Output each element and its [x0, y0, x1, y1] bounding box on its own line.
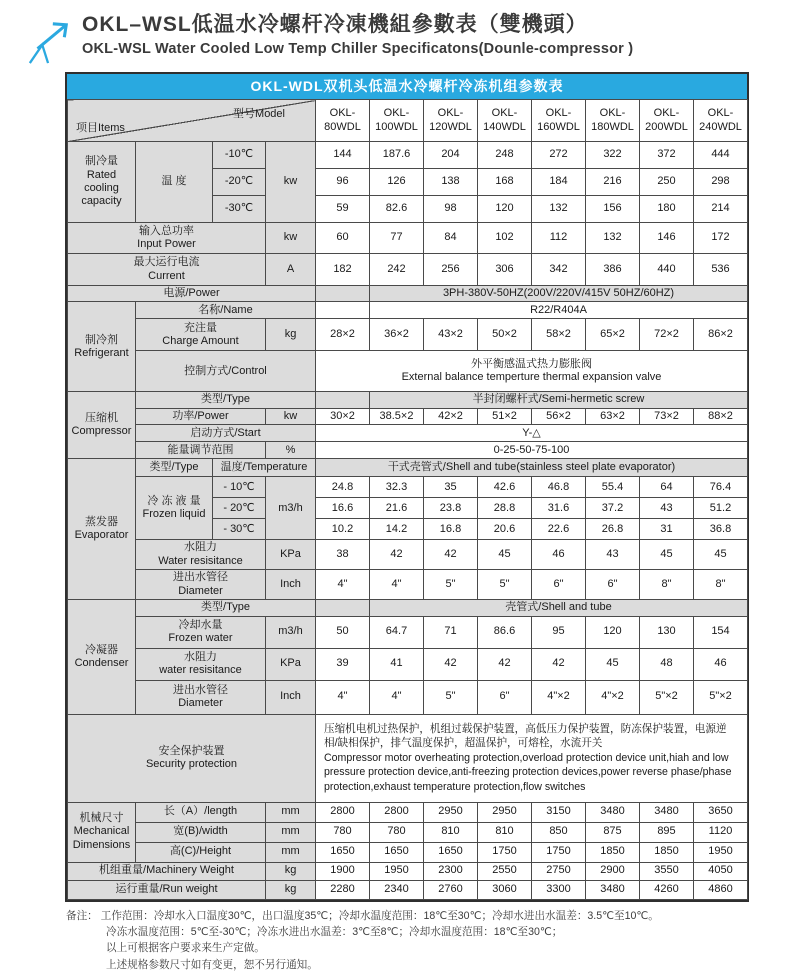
value-cell: 64: [640, 477, 694, 498]
value-cell: 3060: [478, 880, 532, 899]
value-cell: 45: [694, 540, 748, 570]
value-cell: 45: [586, 648, 640, 680]
label-cell: 3PH-380V-50HZ(200V/220V/415V 50HZ/60HZ): [370, 286, 748, 302]
value-cell: 2750: [532, 862, 586, 880]
label-cell: 长（A）/length: [136, 802, 266, 822]
label-cell: 能量调节范围: [136, 442, 266, 459]
label-cell: [316, 392, 370, 408]
label-cell: kg: [266, 880, 316, 899]
label-cell: 水阻力 water resisitance: [136, 648, 266, 680]
value-cell: 536: [694, 254, 748, 286]
label-cell: 冷却水量 Frozen water: [136, 616, 266, 648]
label-cell: [316, 600, 370, 616]
value-cell: 2340: [370, 880, 424, 899]
value-cell: 24.8: [316, 477, 370, 498]
value-cell: 4"×2: [532, 680, 586, 714]
row-group-label: 电源/Power: [68, 286, 316, 302]
value-cell: 2900: [586, 862, 640, 880]
value-cell: 4260: [640, 880, 694, 899]
value-cell: 8": [640, 570, 694, 600]
row-group-label: 制冷量 Rated cooling capacity: [68, 142, 136, 223]
value-cell: 外平衡感温式热力膨胀阀 External balance temperture thermal expansion valve: [316, 351, 748, 392]
value-cell: 154: [694, 616, 748, 648]
value-cell: 95: [532, 616, 586, 648]
value-cell: 1850: [640, 842, 694, 862]
value-cell: 63×2: [586, 408, 640, 424]
value-cell: 22.6: [532, 519, 586, 540]
value-cell: 压缩机电机过热保护，机组过载保护装置，高低压力保护装置，防冻保护装置，电源逆相/缺相保护，排气温度保护，超温保护，可熔栓，水流开关 Compressor motor overheating protection,overload protection device unit,hiah and low pressure protection device,anti-freezing protection devices,power reverse phase/phase protection,exhaust temperature protection,flow switches: [316, 714, 748, 802]
value-cell: 28×2: [316, 319, 370, 351]
value-cell: 41: [370, 648, 424, 680]
value-cell: [316, 302, 370, 319]
value-cell: 72×2: [640, 319, 694, 351]
table-title-banner: OKL-WDL双机头低温水冷螺杆冷冻机组参数表: [67, 74, 747, 99]
value-cell: 28.8: [478, 498, 532, 519]
value-cell: 10.2: [316, 519, 370, 540]
value-cell: 6": [532, 570, 586, 600]
corner-model-label: 型号Model: [233, 108, 285, 120]
value-cell: 73×2: [640, 408, 694, 424]
value-cell: 36.8: [694, 519, 748, 540]
value-cell: 5": [424, 570, 478, 600]
value-cell: 250: [640, 169, 694, 196]
value-cell: 322: [586, 142, 640, 169]
label-cell: 类型/Type: [136, 459, 213, 477]
value-cell: 50: [316, 616, 370, 648]
value-cell: 45: [640, 540, 694, 570]
value-cell: 120: [478, 196, 532, 223]
value-cell: 45: [478, 540, 532, 570]
value-cell: 31: [640, 519, 694, 540]
value-cell: 440: [640, 254, 694, 286]
corner-cell: [68, 100, 316, 142]
label-cell: 冷 冻 液 量 Frozen liquid: [136, 477, 213, 540]
label-cell: kw: [266, 223, 316, 254]
label-cell: kw: [266, 142, 316, 223]
model-header: OKL- 240WDL: [694, 100, 748, 142]
label-cell: -10℃: [213, 142, 266, 169]
value-cell: 4": [316, 680, 370, 714]
spec-table-body: [68, 100, 748, 900]
value-cell: 4": [370, 680, 424, 714]
value-cell: 86.6: [478, 616, 532, 648]
label-cell: 干式壳管式/Shell and tube(stainless steel plate evaporator): [316, 459, 748, 477]
label-cell: mm: [266, 822, 316, 842]
title-block: [82, 12, 633, 57]
value-cell: 102: [478, 223, 532, 254]
value-cell: 2550: [478, 862, 532, 880]
value-cell: 126: [370, 169, 424, 196]
value-cell: 37.2: [586, 498, 640, 519]
row-group-label: 运行重量/Run weight: [68, 880, 266, 899]
footnote-line: 备注： 工作范围：冷却水入口温度30℃，出口温度35℃；冷却水温度范围：18℃至30℃；冷却水进出水温差：3.5℃至10℃。: [66, 909, 659, 922]
value-cell: 850: [532, 822, 586, 842]
value-cell: 3650: [694, 802, 748, 822]
label-cell: 温度/Temperature: [213, 459, 316, 477]
title-chinese: OKL–WSL低温水冷螺杆冷凍機組參數表（雙機頭）: [82, 13, 588, 36]
label-cell: 水阻力 Water resisitance: [136, 540, 266, 570]
value-cell: 216: [586, 169, 640, 196]
value-cell: 16.6: [316, 498, 370, 519]
value-cell: 43: [586, 540, 640, 570]
row-group-label: 输入总功率 Input Power: [68, 223, 266, 254]
spec-table: [67, 99, 748, 900]
value-cell: 14.2: [370, 519, 424, 540]
label-cell: 控制方式/Control: [136, 351, 316, 392]
value-cell: 42.6: [478, 477, 532, 498]
label-cell: KPa: [266, 540, 316, 570]
model-header: OKL- 100WDL: [370, 100, 424, 142]
label-cell: 半封闭螺杆式/Semi-hermetic screw: [370, 392, 748, 408]
value-cell: 875: [586, 822, 640, 842]
value-cell: 5"×2: [694, 680, 748, 714]
spec-table-container: [65, 72, 749, 902]
value-cell: 82.6: [370, 196, 424, 223]
page: [0, 12, 790, 971]
value-cell: 132: [586, 223, 640, 254]
value-cell: 35: [424, 477, 478, 498]
value-cell: 98: [424, 196, 478, 223]
label-cell: 温 度: [136, 142, 213, 223]
label-cell: m3/h: [266, 477, 316, 540]
value-cell: 895: [640, 822, 694, 842]
value-cell: 1650: [316, 842, 370, 862]
value-cell: 5": [478, 570, 532, 600]
label-cell: KPa: [266, 648, 316, 680]
label-cell: [316, 286, 370, 302]
value-cell: 132: [532, 196, 586, 223]
label-cell: A: [266, 254, 316, 286]
value-cell: 0-25-50-75-100: [316, 442, 748, 459]
row-group-label: 最大运行电流 Current: [68, 254, 266, 286]
value-cell: 6": [478, 680, 532, 714]
label-cell: - 30℃: [213, 519, 266, 540]
model-header: OKL- 160WDL: [532, 100, 586, 142]
label-cell: mm: [266, 802, 316, 822]
footnote-line: 以上可根据客户要求来生产定做。: [106, 942, 265, 955]
value-cell: 1950: [370, 862, 424, 880]
value-cell: 2300: [424, 862, 478, 880]
value-cell: 88×2: [694, 408, 748, 424]
label-cell: m3/h: [266, 616, 316, 648]
value-cell: 86×2: [694, 319, 748, 351]
row-group-label: 压缩机 Compressor: [68, 392, 136, 459]
value-cell: 8": [694, 570, 748, 600]
value-cell: 39: [316, 648, 370, 680]
row-group-label: 制冷剂 Refrigerant: [68, 302, 136, 392]
label-cell: 高(C)/Height: [136, 842, 266, 862]
label-cell: Inch: [266, 570, 316, 600]
value-cell: Y-△: [316, 425, 748, 442]
label-cell: 类型/Type: [136, 600, 316, 616]
value-cell: 2760: [424, 880, 478, 899]
value-cell: 31.6: [532, 498, 586, 519]
value-cell: 2800: [370, 802, 424, 822]
model-header: OKL- 140WDL: [478, 100, 532, 142]
value-cell: 2950: [424, 802, 478, 822]
label-cell: 启动方式/Start: [136, 425, 316, 442]
value-cell: 120: [586, 616, 640, 648]
value-cell: 43×2: [424, 319, 478, 351]
value-cell: 42: [424, 540, 478, 570]
value-cell: 46: [532, 540, 586, 570]
value-cell: 64.7: [370, 616, 424, 648]
value-cell: 130: [640, 616, 694, 648]
footnotes: [66, 908, 790, 973]
value-cell: 76.4: [694, 477, 748, 498]
value-cell: 59: [316, 196, 370, 223]
value-cell: 4": [316, 570, 370, 600]
value-cell: 272: [532, 142, 586, 169]
value-cell: 1750: [478, 842, 532, 862]
value-cell: 42: [370, 540, 424, 570]
value-cell: 214: [694, 196, 748, 223]
value-cell: 46: [694, 648, 748, 680]
value-cell: 1950: [694, 842, 748, 862]
value-cell: 3550: [640, 862, 694, 880]
value-cell: 248: [478, 142, 532, 169]
value-cell: 42: [424, 648, 478, 680]
value-cell: 16.8: [424, 519, 478, 540]
value-cell: 36×2: [370, 319, 424, 351]
value-cell: 32.3: [370, 477, 424, 498]
value-cell: 1750: [532, 842, 586, 862]
title-english: OKL-WSL Water Cooled Low Temp Chiller Specificatons(Dounle-compressor ): [82, 41, 634, 58]
value-cell: 96: [316, 169, 370, 196]
value-cell: 184: [532, 169, 586, 196]
value-cell: 43: [640, 498, 694, 519]
value-cell: 5": [424, 680, 478, 714]
row-group-label: 安全保护装置 Security protection: [68, 714, 316, 802]
row-group-label: 机械尺寸 Mechanical Dimensions: [68, 802, 136, 862]
value-cell: 1850: [586, 842, 640, 862]
value-cell: 71: [424, 616, 478, 648]
value-cell: 182: [316, 254, 370, 286]
value-cell: R22/R404A: [370, 302, 748, 319]
value-cell: 3150: [532, 802, 586, 822]
value-cell: 4"×2: [586, 680, 640, 714]
label-cell: 进出水管径 Diameter: [136, 570, 266, 600]
value-cell: 3480: [586, 880, 640, 899]
row-group-label: 机组重量/Machinery Weight: [68, 862, 266, 880]
value-cell: 172: [694, 223, 748, 254]
model-header: OKL- 120WDL: [424, 100, 478, 142]
value-cell: 65×2: [586, 319, 640, 351]
label-cell: mm: [266, 842, 316, 862]
value-cell: 4": [370, 570, 424, 600]
label-cell: kg: [266, 319, 316, 351]
value-cell: 4860: [694, 880, 748, 899]
value-cell: 2800: [316, 802, 370, 822]
value-cell: 372: [640, 142, 694, 169]
label-cell: kg: [266, 862, 316, 880]
value-cell: 810: [424, 822, 478, 842]
value-cell: 50×2: [478, 319, 532, 351]
label-cell: - 10℃: [213, 477, 266, 498]
value-cell: 1650: [370, 842, 424, 862]
value-cell: 51.2: [694, 498, 748, 519]
value-cell: 1900: [316, 862, 370, 880]
row-group-label: 蒸发器 Evaporator: [68, 459, 136, 600]
value-cell: 112: [532, 223, 586, 254]
label-cell: %: [266, 442, 316, 459]
value-cell: 21.6: [370, 498, 424, 519]
value-cell: 30×2: [316, 408, 370, 424]
value-cell: 23.8: [424, 498, 478, 519]
value-cell: 146: [640, 223, 694, 254]
label-cell: 宽(B)/width: [136, 822, 266, 842]
label-cell: 充注量 Charge Amount: [136, 319, 266, 351]
model-header: OKL- 200WDL: [640, 100, 694, 142]
value-cell: 138: [424, 169, 478, 196]
model-header: OKL- 80WDL: [316, 100, 370, 142]
value-cell: 48: [640, 648, 694, 680]
value-cell: 256: [424, 254, 478, 286]
value-cell: 298: [694, 169, 748, 196]
footnote-line: 上述规格参数尺寸如有变更，恕不另行通知。: [106, 958, 318, 971]
value-cell: 810: [478, 822, 532, 842]
label-cell: 名称/Name: [136, 302, 316, 319]
value-cell: 780: [370, 822, 424, 842]
trend-arrow-icon: [26, 18, 72, 66]
label-cell: 类型/Type: [136, 392, 316, 408]
value-cell: 2280: [316, 880, 370, 899]
label-cell: 壳管式/Shell and tube: [370, 600, 748, 616]
value-cell: 306: [478, 254, 532, 286]
value-cell: 77: [370, 223, 424, 254]
value-cell: 780: [316, 822, 370, 842]
value-cell: 187.6: [370, 142, 424, 169]
value-cell: 242: [370, 254, 424, 286]
value-cell: 46.8: [532, 477, 586, 498]
value-cell: 51×2: [478, 408, 532, 424]
value-cell: 58×2: [532, 319, 586, 351]
model-header: OKL- 180WDL: [586, 100, 640, 142]
value-cell: 156: [586, 196, 640, 223]
page-header: [26, 12, 790, 66]
value-cell: 56×2: [532, 408, 586, 424]
value-cell: 3480: [586, 802, 640, 822]
value-cell: 42: [478, 648, 532, 680]
value-cell: 3480: [640, 802, 694, 822]
value-cell: 4050: [694, 862, 748, 880]
value-cell: 6": [586, 570, 640, 600]
value-cell: 84: [424, 223, 478, 254]
value-cell: 20.6: [478, 519, 532, 540]
value-cell: 168: [478, 169, 532, 196]
value-cell: 386: [586, 254, 640, 286]
value-cell: 1650: [424, 842, 478, 862]
value-cell: 1120: [694, 822, 748, 842]
label-cell: - 20℃: [213, 498, 266, 519]
value-cell: 26.8: [586, 519, 640, 540]
label-cell: -30℃: [213, 196, 266, 223]
value-cell: 60: [316, 223, 370, 254]
footnote-line: 冷冻水温度范围：5℃至-30℃；冷冻水进出水温差：3℃至8℃；冷却水温度范围：18℃至30℃；: [106, 926, 563, 939]
value-cell: 42: [532, 648, 586, 680]
value-cell: 38: [316, 540, 370, 570]
value-cell: 144: [316, 142, 370, 169]
label-cell: 功率/Power: [136, 408, 266, 424]
label-cell: kw: [266, 408, 316, 424]
value-cell: 38.5×2: [370, 408, 424, 424]
value-cell: 204: [424, 142, 478, 169]
value-cell: 180: [640, 196, 694, 223]
label-cell: Inch: [266, 680, 316, 714]
value-cell: 342: [532, 254, 586, 286]
value-cell: 42×2: [424, 408, 478, 424]
row-group-label: 冷凝器 Condenser: [68, 600, 136, 714]
label-cell: 进出水管径 Diameter: [136, 680, 266, 714]
value-cell: 3300: [532, 880, 586, 899]
value-cell: 444: [694, 142, 748, 169]
value-cell: 55.4: [586, 477, 640, 498]
value-cell: 5"×2: [640, 680, 694, 714]
value-cell: 2950: [478, 802, 532, 822]
label-cell: -20℃: [213, 169, 266, 196]
corner-items-label: 项目Items: [76, 121, 125, 134]
